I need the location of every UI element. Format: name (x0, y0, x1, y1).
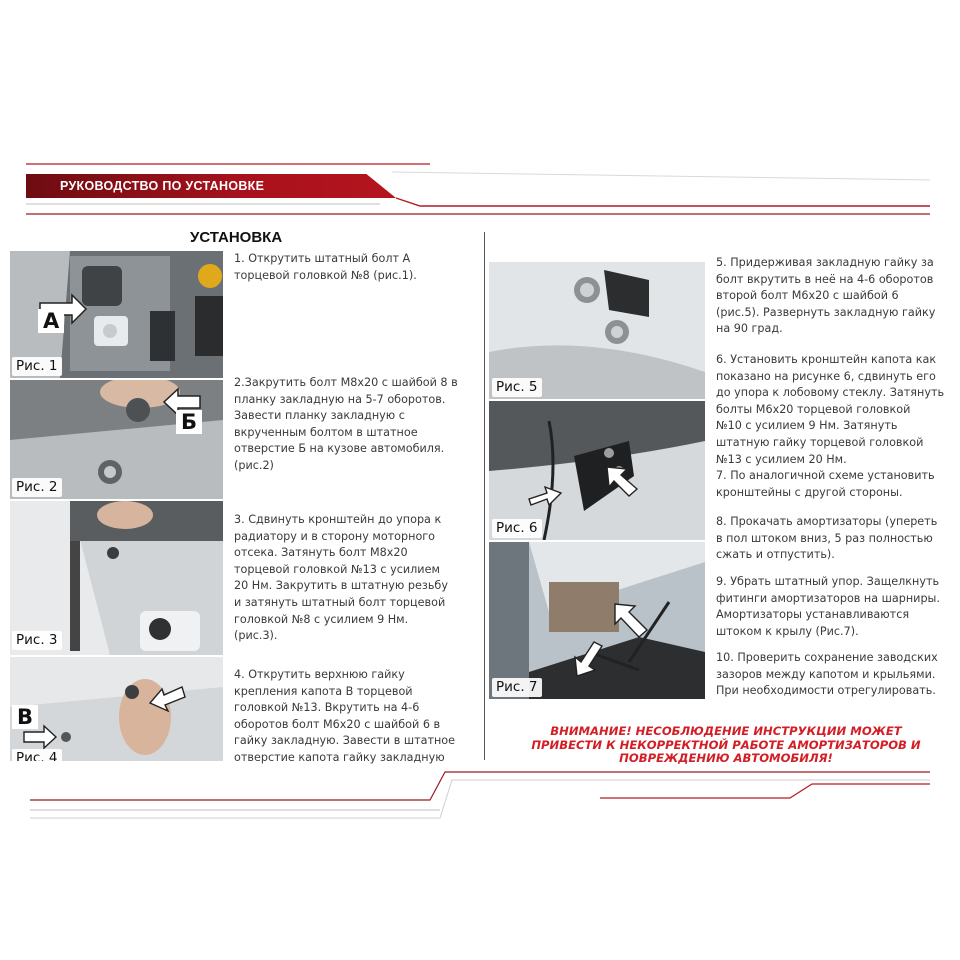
column-divider (484, 232, 485, 760)
figure-6-label: Рис. 6 (492, 519, 542, 538)
figure-5-photo (489, 262, 705, 399)
figure-3-photo (10, 501, 223, 655)
figure-6-photo (489, 401, 705, 540)
step-8-text: 8. Прокачать амортизаторы (упереть в пол штоком вниз, 5 раз полностью сжать и отпустить). (716, 515, 938, 562)
figure-1-marker: A (38, 309, 64, 333)
figure-4-photo (10, 657, 223, 761)
step-2-text: 2.Закрутить болт М8х20 с шайбой 8 в планку закладную на 5-7 оборотов. Завести планку закладную с вкрученным болтом в штатное отверстие Б на кузове автомобиля. (рис.2) (234, 376, 458, 472)
step-4-text: 4. Открутить верхнюю гайку крепления капота В торцевой головкой №13. Вкрутить на 4-6 оборотов болт М6х20 с шайбой 6 в гайку закладную. Завести в штатное отверстие капота гайку закладную (234, 668, 456, 764)
figure-3-label: Рис. 3 (12, 631, 62, 650)
figure-5-label: Рис. 5 (492, 378, 542, 397)
figure-4-marker: B (12, 705, 38, 729)
step-9-text: 9. Убрать штатный упор. Защелкнуть фитинги амортизаторов на шарниры. Амортизаторы устанавливаются штоком к крылу (Рис.7). (716, 575, 940, 638)
figure-2-photo (10, 380, 223, 499)
step-6-7-text: 6. Установить кронштейн капота как показано на рисунке 6, сдвинуть его до упора к лобовому стеклу. Затянуть болты М6х20 торцевой головкой №10 с усилием 9 Нм. Затянуть штатную гайку торцевой головкой №13 с усилием 20 Нм. 7. По аналогичной схеме установить кронштейны с другой стороны. (716, 353, 945, 499)
figure-2-marker: Б (176, 410, 202, 434)
figure-4-label: Рис. 4 (12, 749, 62, 761)
step-5-text: 5. Придерживая закладную гайку за болт вкрутить в неё на 4-6 оборотов второй болт М6х20 с шайбой 6 (рис.5). Развернуть закладную гайку на 90 град. (716, 256, 936, 336)
step-3-text: 3. Сдвинуть кронштейн до упора к радиатору и в сторону моторного отсека. Затянуть болт М8х20 торцевой головкой №13 с усилием 20 Нм. Закрутить в штатную резьбу и затянуть штатный болт торцевой головкой №8 с усилием 9 Нм. (рис.3). (234, 513, 448, 643)
figure-7-label: Рис. 7 (492, 678, 542, 697)
figure-1-label: Рис. 1 (12, 357, 62, 376)
warning-text: ВНИМАНИЕ! НЕСОБЛЮДЕНИЕ ИНСТРУКЦИИ МОЖЕТ ПРИВЕСТИ К НЕКОРРЕКТНОЙ РАБОТЕ АМОРТИЗАТОРОВ И ПОВРЕЖДЕНИЮ АВТОМОБИЛЯ! (531, 724, 921, 766)
step-10-text: 10. Проверить сохранение заводских зазоров между капотом и крыльями. При необходимости отрегулировать. (716, 651, 938, 698)
header-title: РУКОВОДСТВО ПО УСТАНОВКЕ (60, 179, 265, 193)
step-1-text: 1. Открутить штатный болт А торцевой головкой №8 (рис.1). (234, 252, 417, 282)
figure-1-photo (10, 251, 223, 378)
figure-7-photo (489, 542, 705, 699)
section-title: УСТАНОВКА (190, 229, 283, 246)
figure-2-label: Рис. 2 (12, 478, 62, 497)
